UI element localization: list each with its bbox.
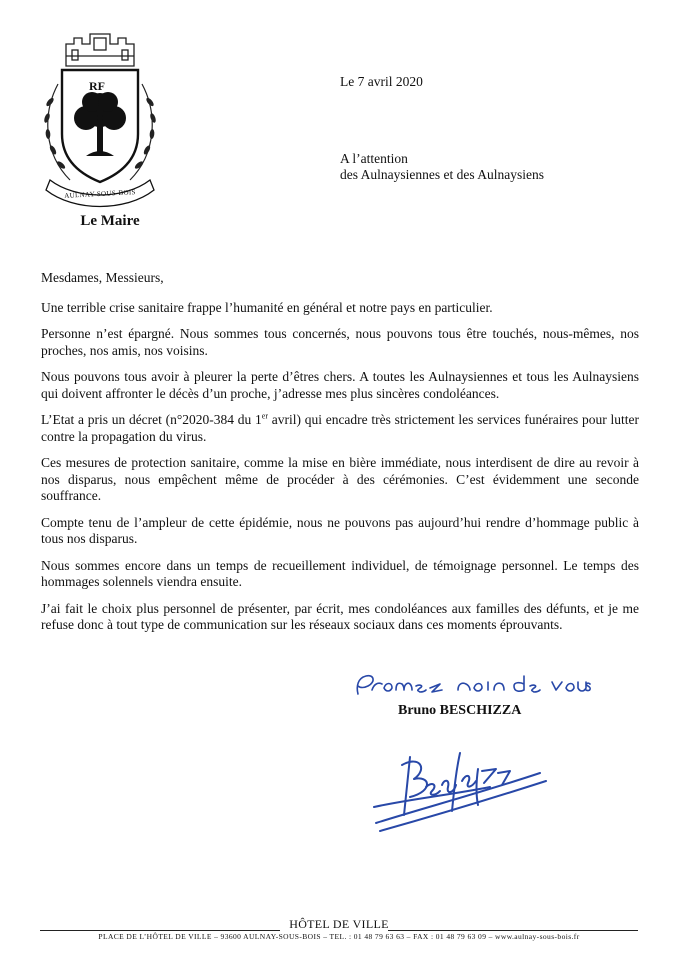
handwritten-note-text: Prenez soin de vous. [348, 664, 357, 665]
footer-title: HÔTEL DE VILLE [289, 917, 389, 931]
paragraph: Personne n’est épargné. Nous sommes tous concernés, nous pouvons tous être touchés, nous-mêmes, nos proches, nos amis, nos voisins. [41, 326, 639, 358]
crest-banner-text: AULNAY-SOUS-BOIS [64, 188, 136, 200]
mayor-title: Le Maire [80, 213, 140, 229]
handwritten-note [348, 664, 593, 706]
salutation: Mesdames, Messieurs, [41, 270, 164, 285]
addressee-line: A l’attention [340, 151, 408, 166]
footer-address: PLACE DE L’HÔTEL DE VILLE – 93600 AULNAY-SOUS-BOIS – TEL. : 01 48 79 63 63 – FAX : 01 48 79 63 09 – www.aulnay-sous-bois.fr [98, 932, 580, 941]
paragraph: J’ai fait le choix plus personnel de présenter, par écrit, mes condoléances aux familles des défunts, et je me refuse donc à tout type de communication sur les réseaux sociaux dans ces moments éprouvants. [41, 600, 639, 632]
decree-text-before: L’Etat a pris un décret (n°2020-384 du 1 [41, 412, 262, 427]
signer-name: Bruno BESCHIZZA [398, 703, 522, 718]
addressee-line: des Aulnaysiennes et des Aulnaysiens [340, 167, 544, 182]
decree-paragraph [41, 412, 639, 445]
paragraph: Ces mesures de protection sanitaire, comme la mise en bière immédiate, nous interdisent de dire au revoir à nos disparus, nous empêchent même de procéder à des cérémonies. C’est évidemment une seconde souffrance. [41, 455, 639, 503]
paragraph: Une terrible crise sanitaire frappe l’humanité en général et notre pays en particulier. [41, 299, 493, 315]
paragraph: Nous sommes encore dans un temps de recueillement individuel, de témoignage personnel. Le temps des hommages solennels viendra ensuite. [41, 557, 639, 589]
city-crest-logo [36, 22, 164, 212]
decree-text-after: avril) qui encadre très strictement les services funéraires pour lutter contre la propagation du virus. [41, 412, 639, 444]
letter-body [41, 270, 639, 644]
paragraph: Compte tenu de l’ampleur de cette épidémie, nous ne pouvons pas aujourd’hui rendre d’hommage public à tous nos disparus. [41, 514, 639, 546]
crest-monogram: RF [89, 79, 105, 93]
decree-superscript: er [261, 411, 268, 421]
paragraph: Nous pouvons tous avoir à pleurer la perte d’êtres chers. A toutes les Aulnaysiennes et tous les Aulnaysiens qui doivent affronter le décès d’un proche, j’adresse mes plus sincères condoléances. [41, 369, 639, 401]
signature [370, 725, 550, 840]
letter-date: Le 7 avril 2020 [340, 74, 423, 89]
addressee-block [340, 151, 544, 183]
footer-rule-right [388, 930, 638, 931]
